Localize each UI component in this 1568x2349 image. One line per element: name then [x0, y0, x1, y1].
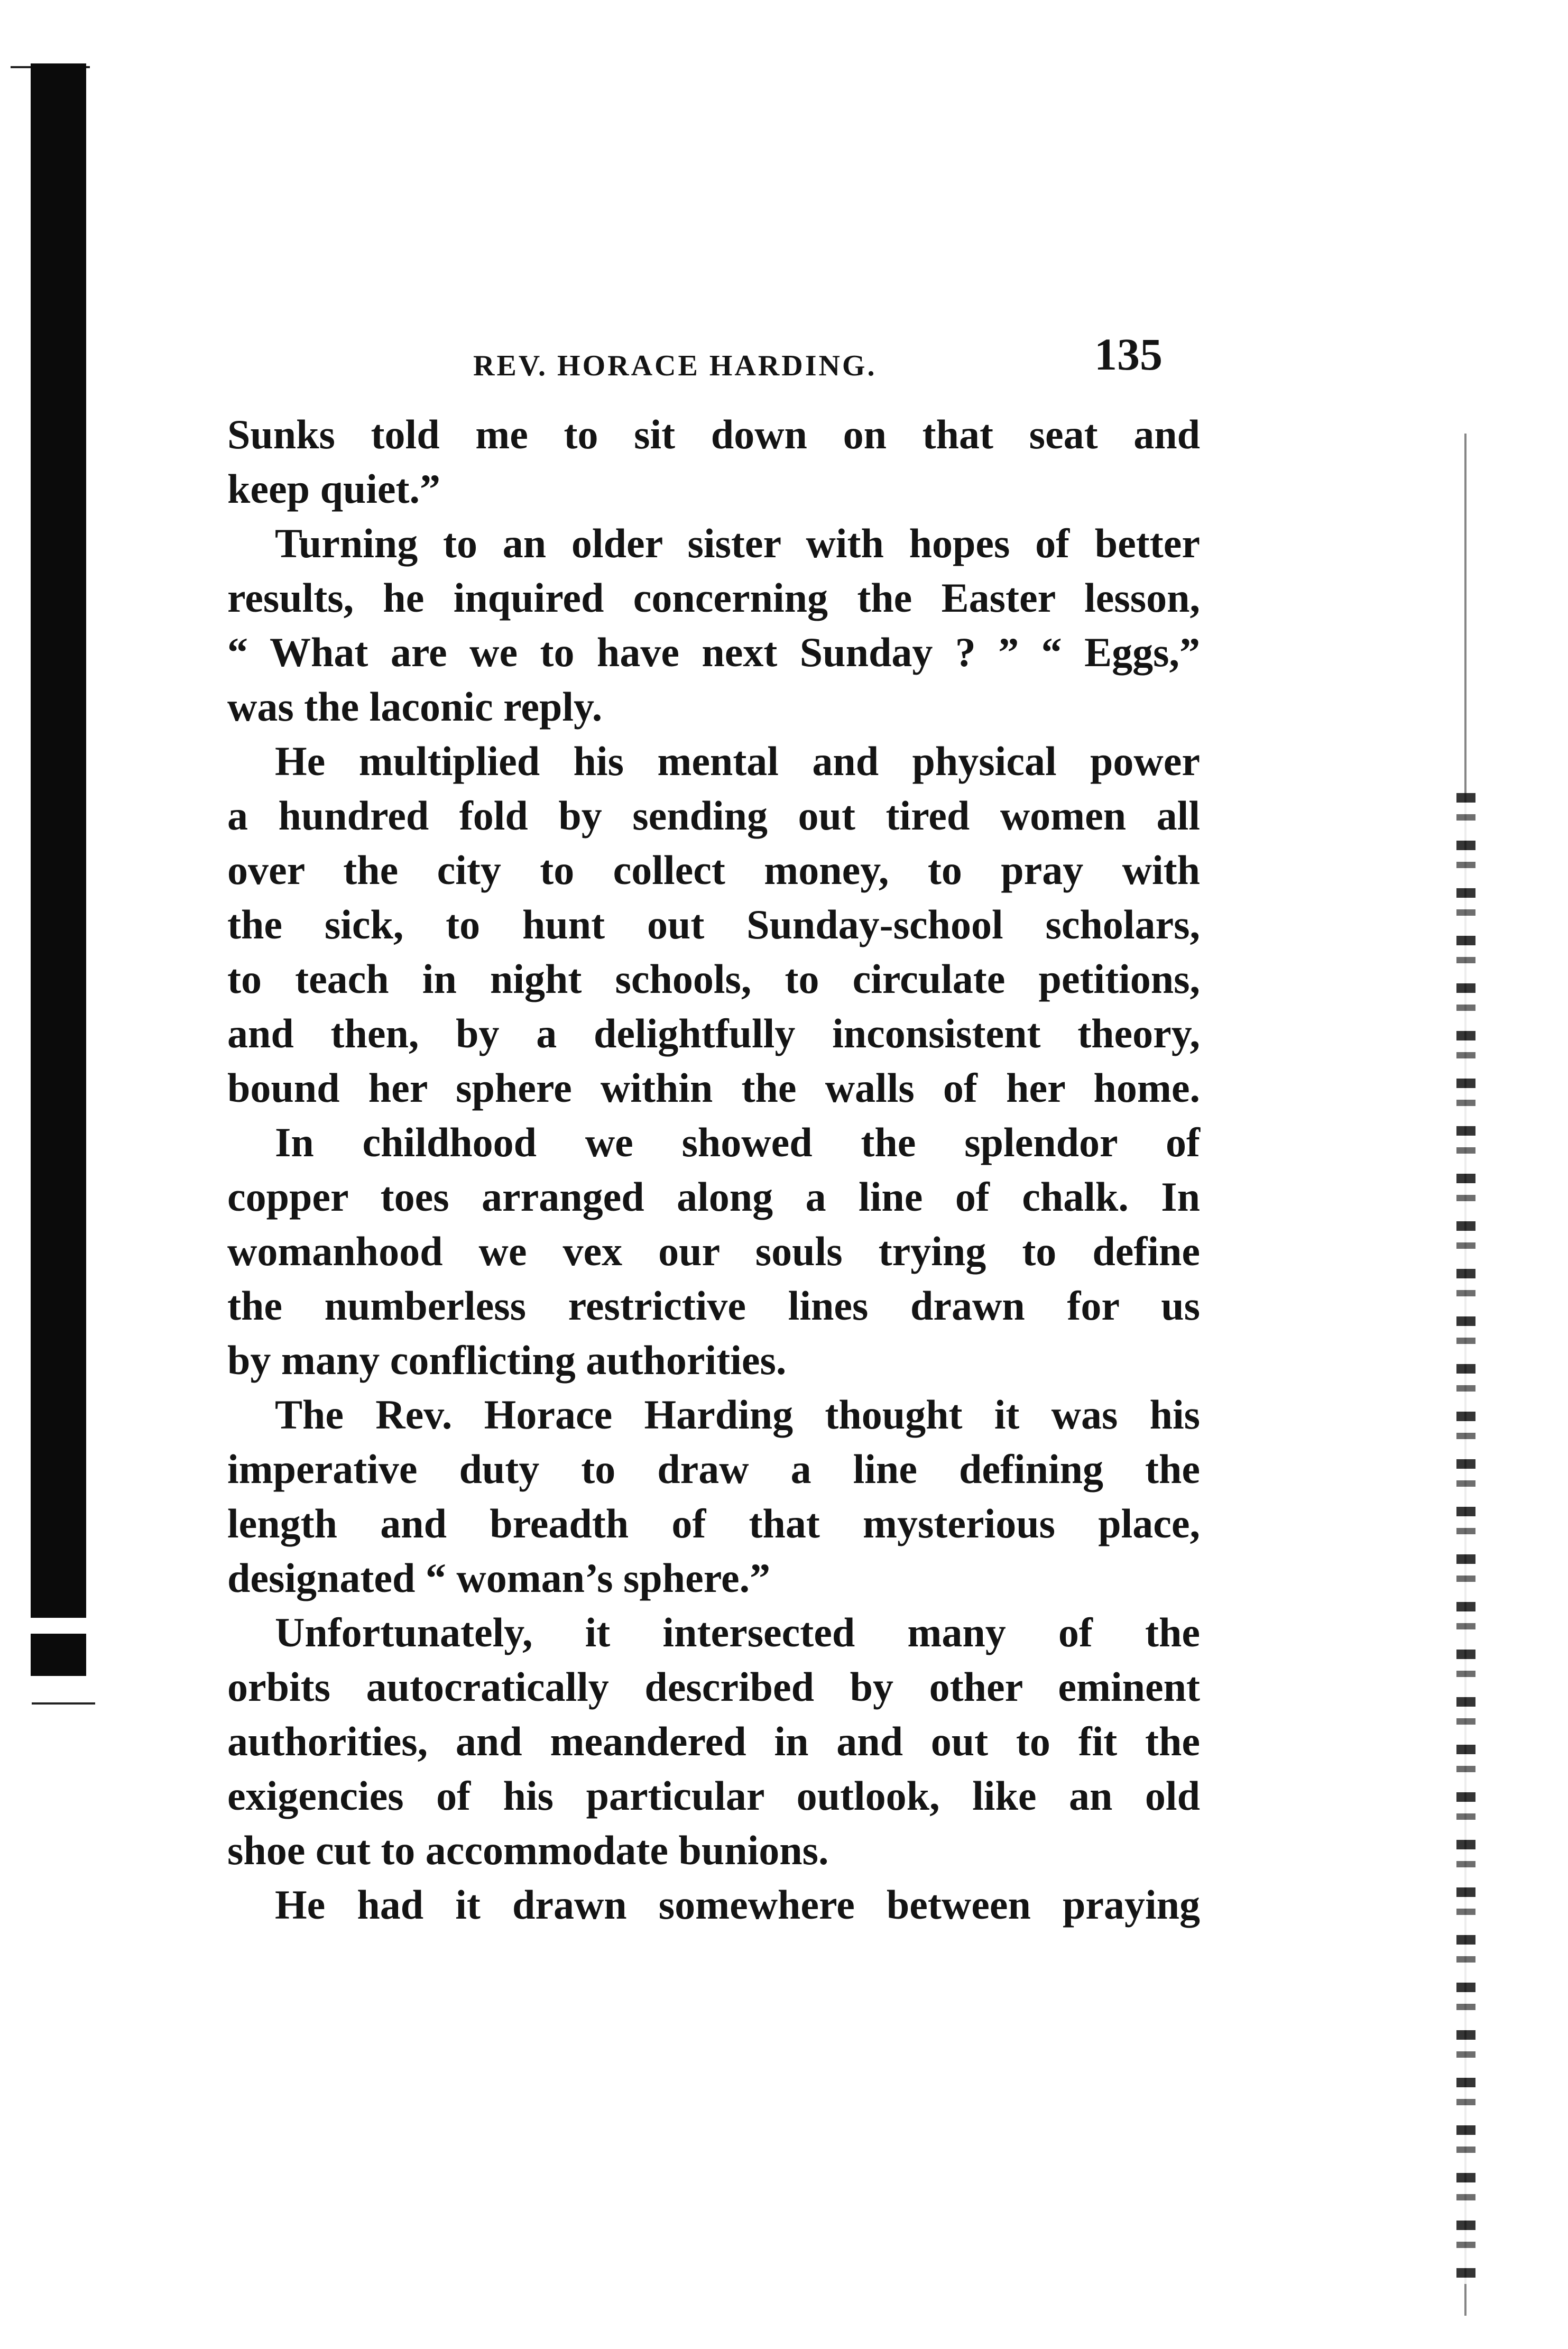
scan-binding-shadow	[31, 63, 86, 1650]
text-line: Turning to an older sister with hopes of better	[275, 520, 1200, 566]
scan-binding-gap	[31, 1618, 86, 1634]
running-title: REV. HORACE HARDING.	[473, 349, 877, 382]
scan-right-edge-pages	[1456, 793, 1475, 2284]
book-page	[227, 328, 1200, 1932]
text-line: to teach in night schools, to circulate petitions,	[227, 956, 1200, 1002]
text-line: designated “ woman’s sphere.”	[227, 1555, 771, 1601]
text-line: authorities, and meandered in and out to fit the	[227, 1718, 1200, 1764]
text-line: The Rev. Horace Harding thought it was his	[275, 1392, 1200, 1438]
text-line: imperative duty to draw a line defining the	[227, 1446, 1200, 1492]
text-line: and then, by a delightfully inconsistent theory,	[227, 1010, 1200, 1056]
text-line: the sick, to hunt out Sunday-school scholars,	[227, 901, 1200, 947]
text-line: Sunks told me to sit down on that seat and	[227, 411, 1200, 457]
page-number: 135	[1094, 329, 1163, 380]
text-line: a hundred fold by sending out tired women all	[227, 793, 1200, 839]
text-line: exigencies of his particular outlook, like an old	[227, 1773, 1200, 1819]
text-line: He multiplied his mental and physical power	[275, 738, 1200, 784]
text-line: keep quiet.”	[227, 466, 441, 512]
scan-edge-rule-lower	[32, 1702, 95, 1705]
text-line: Unfortunately, it intersected many of the	[275, 1609, 1200, 1655]
text-line: womanhood we vex our souls trying to define	[227, 1228, 1200, 1274]
text-line: “ What are we to have next Sunday ? ” “ Eggs,”	[227, 629, 1200, 675]
text-line: bound her sphere within the walls of her home.	[227, 1065, 1200, 1111]
scan-binding-shadow-tail	[31, 1650, 86, 1676]
text-line: He had it drawn somewhere between praying	[275, 1882, 1200, 1928]
text-line: by many conflicting authorities.	[227, 1337, 787, 1383]
text-line: results, he inquired concerning the Easter lesson,	[227, 575, 1200, 621]
text-line: orbits autocratically described by other eminent	[227, 1664, 1200, 1710]
text-line: the numberless restrictive lines drawn for us	[227, 1283, 1200, 1329]
text-line: shoe cut to accommodate bunions.	[227, 1827, 829, 1873]
text-line: over the city to collect money, to pray with	[227, 847, 1200, 893]
text-line: copper toes arranged along a line of chalk. In	[227, 1174, 1200, 1220]
running-head	[227, 328, 1200, 386]
text-line: In childhood we showed the splendor of	[275, 1119, 1200, 1165]
text-line: length and breadth of that mysterious place,	[227, 1500, 1200, 1546]
text-line: was the laconic reply.	[227, 684, 603, 730]
